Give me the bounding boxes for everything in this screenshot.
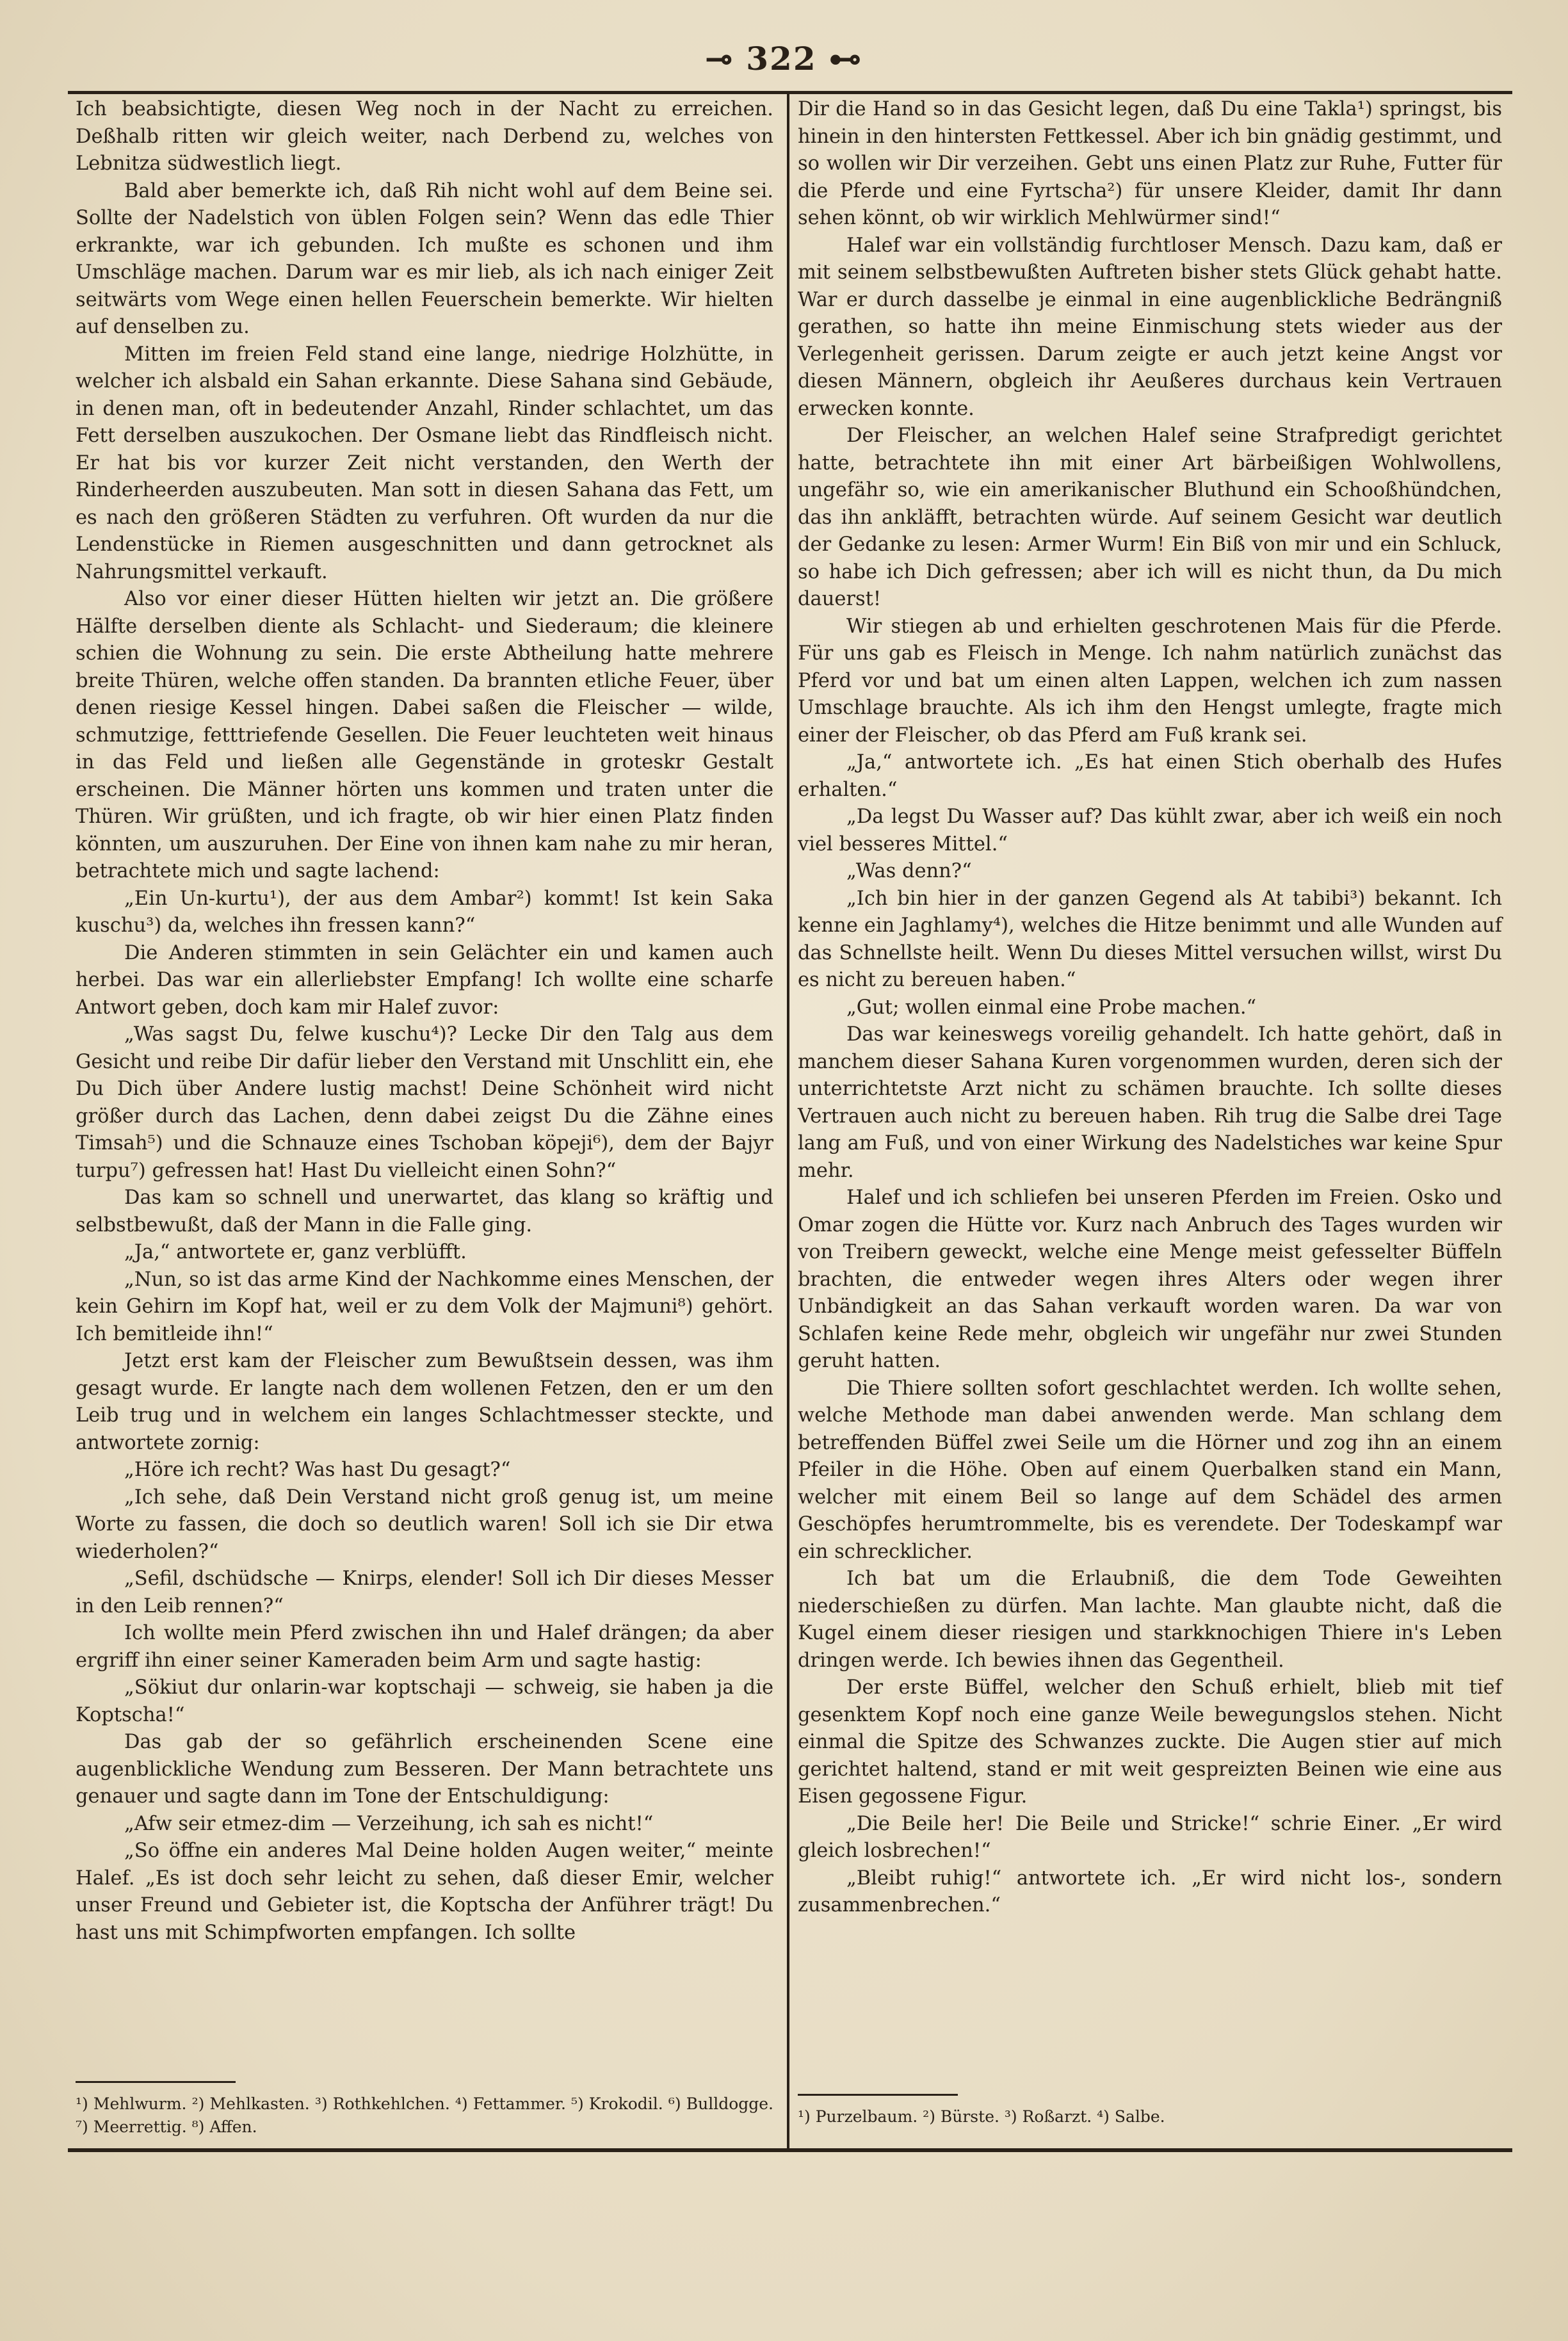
left-column	[76, 96, 773, 1947]
paragraph: „Afw seir etmez-dim — Verzeihung, ich sah es nicht!“	[124, 1812, 654, 1835]
paragraph: Ich beabsichtigte, diesen Weg noch in der Nacht zu erreichen. Deßhalb ritten wir gleich weiter, nach Derbend zu, welches von Lebnitza südwestlich liegt.	[76, 98, 773, 175]
header-rule	[68, 91, 1512, 94]
paragraph: „Sefil, dschüdsche — Knirps, elender! Soll ich Dir dieses Messer in den Leib rennen?“	[76, 1567, 773, 1617]
footer-rule	[68, 2148, 1512, 2152]
paragraph: „Bleibt ruhig!“ antwortete ich. „Er wird nicht los-, sondern zusammenbrechen.“	[798, 1867, 1502, 1916]
paragraph: Das kam so schnell und unerwartet, das klang so kräftig und selbstbewußt, daß der Mann in die Falle ging.	[76, 1187, 773, 1236]
paragraph: Jetzt erst kam der Fleischer zum Bewußtsein dessen, was ihm gesagt wurde. Er langte nach dem wollenen Fetzen, den er um den Leib trug und in welchem ein langes Schlachtmesser steckte, und antwortete zornig:	[76, 1350, 773, 1454]
column-separator	[787, 91, 789, 2148]
paragraph: Das war keineswegs voreilig gehandelt. Ich hatte gehört, daß in manchem dieser Sahana Kuren vorgenommen wurden, deren sich der unterrichtetste Arzt nicht zu schämen brauchte. Ich sollte dieses Vertrauen auch nicht zu bereuen haben. Rih trug die Salbe drei Tage lang am Fuß, und von einer Wirkung des Nadelstiches war keine Spur mehr.	[798, 1023, 1502, 1182]
page-number: ⊸ 322 ⊷	[705, 40, 863, 77]
footnote-rule-left	[76, 2081, 236, 2083]
paragraph: „Da legst Du Wasser auf? Das kühlt zwar, aber ich weiß ein noch viel besseres Mittel.“	[798, 806, 1502, 855]
paragraph: Halef war ein vollständig furchtloser Mensch. Dazu kam, daß er mit seinem selbstbewußten Auftreten bisher stets Glück gehabt hatte. War er durch dasselbe je einmal in eine augenblickliche Bedrängniß gerathen, so hatte ihn meine Einmischung stets wieder aus der Verlegenheit gerissen. Darum zeigte er auch jetzt keine Angst vor diesen Männern, obgleich ihr Aeußeres durchaus kein Vertrauen erwecken konnte.	[798, 234, 1502, 420]
paragraph: „Was denn?“	[846, 860, 972, 882]
paragraph: „Höre ich recht? Was hast Du gesagt?“	[124, 1459, 511, 1481]
paragraph: Ich bat um die Erlaubniß, die dem Tode Geweihten niederschießen zu dürfen. Man lachte. Man glaubte nicht, daß die Kugel einem dieser riesigen und starkknochigen Thiere in's Leben dringen werde. Ich bewies ihnen das Gegentheil.	[798, 1567, 1502, 1672]
paragraph: „Die Beile her! Die Beile und Stricke!“ schrie Einer. „Er wird gleich losbrechen!“	[798, 1812, 1502, 1862]
paragraph: „Ich bin hier in der ganzen Gegend als At tabibi³) bekannt. Ich kenne ein Jaghlamy⁴), welches die Hitze benimmt und alle Wunden auf das Schnellste heilt. Wenn Du dieses Mittel versuchen willst, wirst Du es nicht zu bereuen haben.“	[798, 887, 1502, 991]
paragraph: Die Anderen stimmten in sein Gelächter ein und kamen auch herbei. Das war ein allerliebster Empfang! Ich wollte eine scharfe Antwort geben, doch kam mir Halef zuvor:	[76, 941, 773, 1019]
paragraph: „So öffne ein anderes Mal Deine holden Augen weiter,“ meinte Halef. „Es ist doch sehr leicht zu sehen, daß dieser Emir, welcher unser Freund und Gebieter ist, die Koptscha der Anführer trägt! Du hast uns mit Schimpfworten empfangen. Ich sollte	[76, 1840, 773, 1944]
paragraph: „Ein Un-kurtu¹), der aus dem Ambar²) kommt! Ist kein Saka kuschu³) da, welches ihn fressen kann?“	[76, 887, 773, 937]
paragraph: Halef und ich schliefen bei unseren Pferden im Freien. Osko und Omar zogen die Hütte vor. Kurz nach Anbruch des Tages wurden wir von Treibern geweckt, welche eine Menge meist gefesselter Büffeln brachten, die entweder wegen ihres Alters oder wegen ihrer Unbändigkeit an das Sahan verkauft worden waren. Da war von Schlafen keine Rede mehr, obgleich wir ungefähr nur zwei Stunden geruht hatten.	[798, 1187, 1502, 1372]
paragraph: Bald aber bemerkte ich, daß Rih nicht wohl auf dem Beine sei. Sollte der Nadelstich von üblen Folgen sein? Wenn das edle Thier erkrankte, war ich gebunden. Ich mußte es schonen und ihm Umschläge machen. Darum war es mir lieb, als ich nach einiger Zeit seitwärts vom Wege einen hellen Feuerschein bemerkte. Wir hielten auf denselben zu.	[76, 179, 773, 338]
paragraph: „Nun, so ist das arme Kind der Nachkomme eines Menschen, der kein Gehirn im Kopf hat, weil er zu dem Volk der Majmuni⁸) gehört. Ich bemitleide ihn!“	[76, 1268, 773, 1345]
paragraph: „Was sagst Du, felwe kuschu⁴)? Lecke Dir den Talg aus dem Gesicht und reibe Dir dafür lieber den Verstand mit Unschlitt ein, ehe Du Dich über Andere lustig machst! Deine Schönheit wird nicht größer durch das Lachen, denn dabei zeigst Du die Zähne eines Timsah⁵) und die Schnauze eines Tschoban köpeji⁶), dem der Bajyr turpu⁷) gefressen hat! Hast Du vielleicht einen Sohn?“	[76, 1023, 773, 1182]
paragraph: Also vor einer dieser Hütten hielten wir jetzt an. Die größere Hälfte derselben diente als Schlacht- und Siederaum; die kleinere schien die Wohnung zu sein. Die erste Abtheilung hatte mehrere breite Thüren, welche offen standen. Da brannten etliche Feuer, über denen riesige Kessel hingen. Dabei saßen die Fleischer — wilde, schmutzige, fetttriefende Gesellen. Die Feuer leuchteten weit hinaus in das Feld und ließen alle Gegenstände in groteskr Gestalt erscheinen. Die Männer hörten uns kommen und traten unter die Thüren. Wir grüßten, und ich fragte, ob wir hier einen Platz finden könnten, um auszuruhen. Der Eine von ihnen kam nahe zu mir heran, betrachtete mich und sagte lachend:	[76, 588, 773, 882]
paragraph: Der Fleischer, an welchen Halef seine Strafpredigt gerichtet hatte, betrachtete ihn mit einer Art bärbeißigen Wohlwollens, ungefähr so, wie ein amerikanischer Bluthund ein Schooßhündchen, das ihn ankläfft, betrachten würde. Auf seinem Gesicht war deutlich der Gedanke zu lesen: Armer Wurm! Ein Biß von mir und ein Schluck, so habe ich Dich gefressen; aber ich will es nicht thun, da Du mich dauerst!	[798, 425, 1502, 610]
paragraph: Der erste Büffel, welcher den Schuß erhielt, blieb mit tief gesenktem Kopf noch eine ganze Weile bewegungslos stehen. Nicht einmal die Spitze des Schwanzes zuckte. Die Augen stier auf mich gerichtet haltend, stand er mit weit gespreizten Beinen wie eine aus Eisen gegossene Figur.	[798, 1676, 1502, 1808]
paragraph: Ich wollte mein Pferd zwischen ihn und Halef drängen; da aber ergriff ihn einer seiner Kameraden beim Arm und sagte hastig:	[76, 1622, 773, 1672]
paragraph: Dir die Hand so in das Gesicht legen, daß Du eine Takla¹) springst, bis hinein in den hintersten Fettkessel. Aber ich bin gnädig gestimmt, und so wollen wir Dir verzeihen. Gebt uns einen Platz zur Ruhe, Futter für die Pferde und eine Fyrtscha²) für unsere Kleider, damit Ihr dann sehen könnt, ob wir wirklich Mehlwürmer sind!“	[798, 98, 1502, 229]
footnote-rule-right	[798, 2094, 958, 2096]
paragraph: Die Thiere sollten sofort geschlachtet werden. Ich wollte sehen, welche Methode man dabei anwenden werde. Man schlang dem betreffenden Büffel zwei Seile um die Hörner und zog ihn an einem Pfeiler in die Höhe. Oben auf einem Querbalken stand ein Mann, welcher mit einem Beil so lange auf dem Schädel des armen Geschöpfes herumtrommelte, bis es verendete. Der Todeskampf war ein schrecklicher.	[798, 1377, 1502, 1563]
footnotes-right: ¹) Purzelbaum. ²) Bürste. ³) Roßarzt. ⁴) Salbe.	[798, 2107, 1165, 2126]
paragraph: „Gut; wollen einmal eine Probe machen.“	[846, 996, 1257, 1019]
right-column	[798, 96, 1502, 1920]
paragraph: Mitten im freien Feld stand eine lange, niedrige Holzhütte, in welcher ich alsbald ein Sahan erkannte. Diese Sahana sind Gebäude, in denen man, oft in bedeutender Anzahl, Rinder schlachtet, um das Fett derselben auszukochen. Der Osmane liebt das Rindfleisch nicht. Er hat bis vor kurzer Zeit nicht verstanden, den Werth der Rinderheerden auszubeuten. Man sott in diesen Sahana das Fett, um es nach den größeren Städten zu verfuhren. Oft wurden da nur die Lendenstücke in Riemen ausgeschnitten und dann getrocknet als Nahrungsmittel verkauft.	[76, 343, 773, 583]
footnotes-left: ¹) Mehlwurm. ²) Mehlkasten. ³) Rothkehlchen. ⁴) Fettammer. ⁵) Krokodil. ⁶) Bulldogge. ⁷) Meerrettig. ⁸) Affen.	[76, 2094, 773, 2136]
paragraph: „Ich sehe, daß Dein Verstand nicht groß genug ist, um meine Worte zu fassen, die doch so deutlich waren! Soll ich sie Dir etwa wiederholen?“	[76, 1486, 773, 1563]
paragraph: „Sökiut dur onlarin-war koptschaji — schweig, sie haben ja die Koptscha!“	[76, 1676, 773, 1726]
paragraph: „Ja,“ antwortete er, ganz verblüfft.	[124, 1241, 467, 1263]
paragraph: Das gab der so gefährlich erscheinenden Scene eine augenblickliche Wendung zum Besseren. Der Mann betrachtete uns genauer und sagte dann im Tone der Entschuldigung:	[76, 1731, 773, 1808]
paragraph: „Ja,“ antwortete ich. „Es hat einen Stich oberhalb des Hufes erhalten.“	[798, 751, 1502, 801]
paragraph: Wir stiegen ab und erhielten geschrotenen Mais für die Pferde. Für uns gab es Fleisch in Menge. Ich nahm natürlich zunächst das Pferd vor und bat um einen alten Lappen, welchen ich zum nassen Umschlage brauchte. Als ich ihm den Hengst umlegte, fragte mich einer der Fleischer, ob das Pferd am Fuß krank sei.	[798, 615, 1502, 747]
